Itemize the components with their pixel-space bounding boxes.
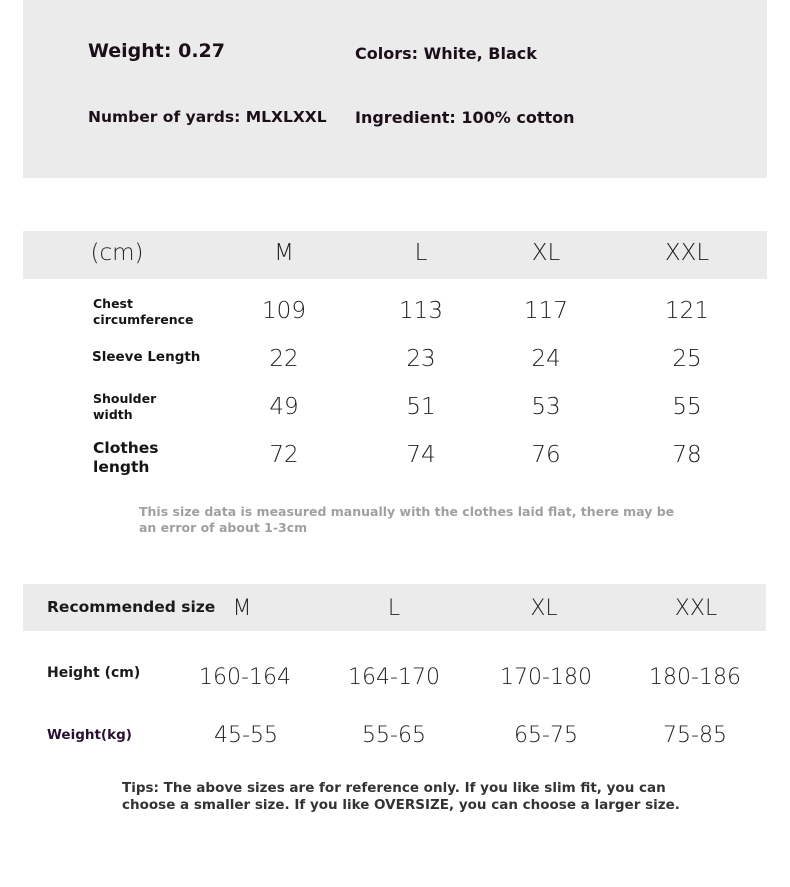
- colors-info: Colors: White, Black: [355, 44, 537, 63]
- table-cell: 65-75: [514, 723, 578, 748]
- table-cell: 23: [406, 346, 436, 372]
- row-label-line: Sleeve Length: [92, 349, 201, 365]
- row-label-line: Clothes: [93, 439, 159, 457]
- rec-header-m: M: [232, 596, 252, 621]
- weight-label: Weight(kg): [47, 727, 132, 743]
- yards-info: Number of yards: MLXLXXL: [88, 108, 327, 126]
- table-cell: 45-55: [214, 723, 278, 748]
- measurement-note: This size data is measured manually with the clothes laid flat, there may be an error of about 1-3cm: [139, 504, 675, 535]
- table-cell: 75-85: [663, 723, 727, 748]
- size-header-xl: XL: [531, 240, 561, 266]
- table-cell: 55-65: [362, 723, 426, 748]
- product-info-panel: [23, 0, 767, 178]
- table-cell: 72: [269, 442, 299, 468]
- table-cell: 53: [531, 394, 561, 420]
- row-label-line: width: [93, 407, 133, 422]
- row-label-sleeve: [92, 349, 200, 365]
- table-cell: 22: [269, 346, 299, 372]
- table-cell: 170-180: [500, 665, 592, 690]
- table-cell: 180-186: [649, 665, 741, 690]
- table-cell: 164-170: [348, 665, 440, 690]
- row-label-chest: [93, 296, 194, 328]
- table-cell: 51: [406, 394, 436, 420]
- table-cell: 121: [665, 298, 709, 324]
- sizing-tips: Tips: The above sizes are for reference only. If you like slim fit, you can choose a smaller size. If you like OVERSIZE, you can choose a larger size.: [122, 780, 680, 813]
- size-header-m: M: [274, 240, 294, 266]
- table-cell: 160-164: [199, 665, 291, 690]
- table-cell: 55: [672, 394, 702, 420]
- row-label-line: Shoulder: [93, 391, 157, 406]
- table-cell: 113: [399, 298, 443, 324]
- row-label-line: circumference: [93, 312, 194, 327]
- size-header-xxl: XXL: [664, 240, 710, 266]
- ingredient-info: Ingredient: 100% cotton: [355, 108, 575, 127]
- table-cell: 24: [531, 346, 561, 372]
- row-label-line: length: [93, 458, 150, 476]
- rec-header-xxl: XXL: [674, 596, 718, 621]
- rec-header-l: L: [387, 596, 401, 621]
- size-header-l: L: [414, 240, 428, 266]
- table-cell: 74: [406, 442, 436, 468]
- table-cell: 78: [672, 442, 702, 468]
- table-cell: 109: [262, 298, 306, 324]
- table-cell: 25: [672, 346, 702, 372]
- row-label-clothes-length: [93, 439, 159, 477]
- size-header-unit: (cm): [90, 240, 144, 266]
- table-cell: 49: [269, 394, 299, 420]
- rec-header-xl: XL: [530, 596, 558, 621]
- row-label-shoulder: [93, 391, 156, 423]
- table-cell: 117: [524, 298, 568, 324]
- height-label: Height (cm): [47, 665, 141, 681]
- row-label-line: Chest: [93, 296, 133, 311]
- table-cell: 76: [531, 442, 561, 468]
- weight-info: Weight: 0.27: [88, 40, 225, 62]
- recommended-size-title: Recommended size: [47, 598, 216, 616]
